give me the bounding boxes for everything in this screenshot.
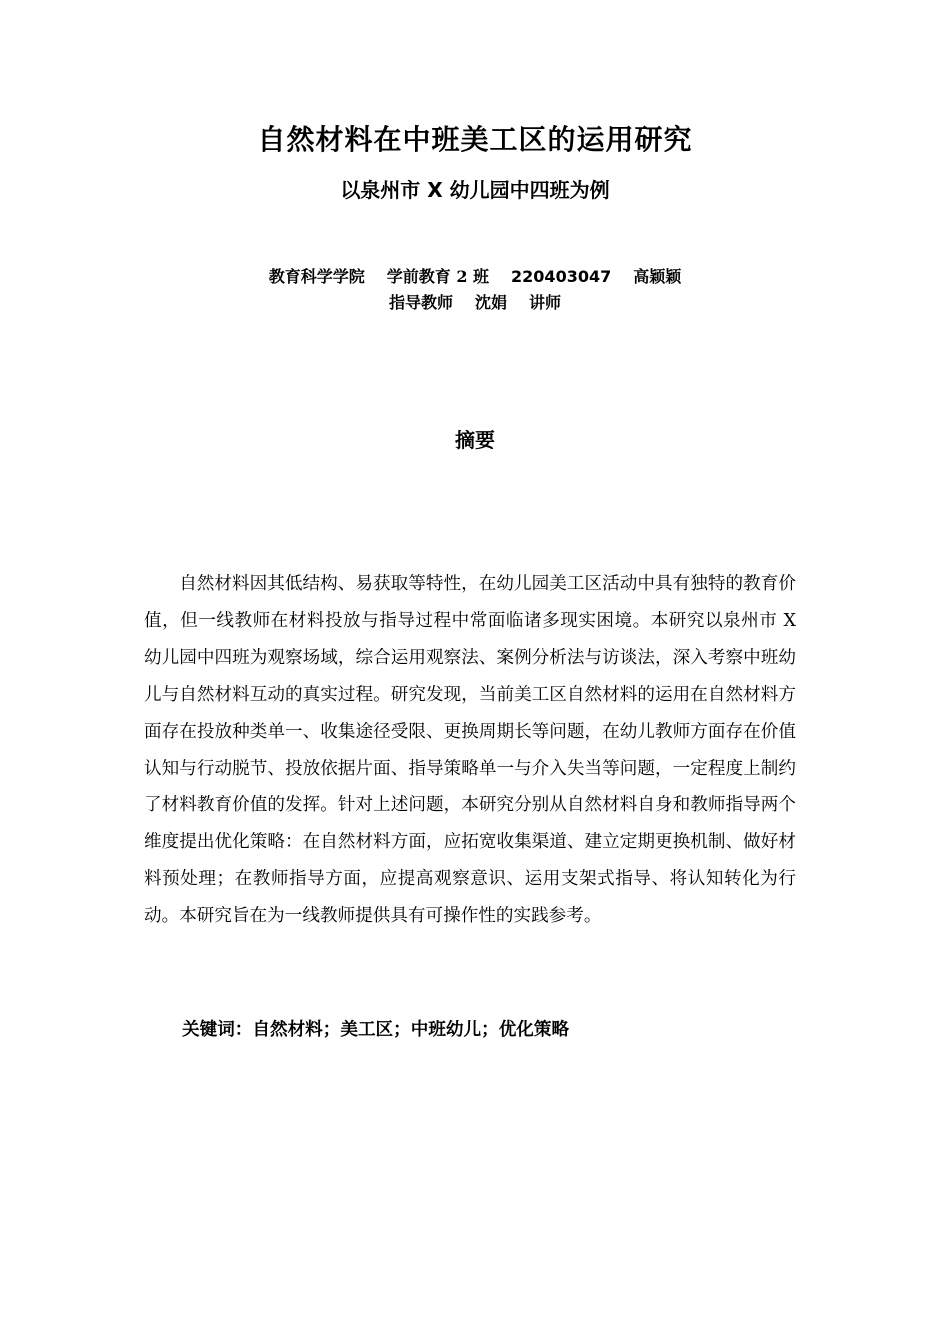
- college-name: 教育科学学院: [268, 267, 365, 286]
- paper-title: 自然材料在中班美工区的运用研究: [257, 123, 693, 156]
- abstract-paragraph: 自然材料因其低结构、易获取等特性，在幼儿园美工区活动中具有独特的教育价值，但一线教师在材料投放与指导过程中常面临诸多现实困境。本研究以泉州市 X 幼儿园中四班为观察场域，综合运用观察法、案例分析法与访谈法，深入考察中班幼儿与自然材料互动的真实过程。研究发现，当前美工区自然材料的运用在自然材料方面存在投放种类单一、收集途径受限、更换周期长等问题，在幼儿教师方面存在价值认知与行动脱节、投放依据片面、指导策略单一与介入失当等问题，一定程度上制约了材料教育价值的发挥。针对上述问题，本研究分别从自然材料自身和教师指导两个维度提出优化策略：在自然材料方面，应拓宽收集渠道、建立定期更换机制、做好材料预处理；在教师指导方面，应提高观察意识、运用支架式指导、将认知转化为行动。本研究旨在为一线教师提供具有可操作性的实践参考。: [144, 574, 796, 927]
- student-id: 220403047: [511, 267, 612, 286]
- author-info-line: [0, 264, 950, 290]
- advisor-role: 指导教师: [388, 293, 453, 312]
- paper-subtitle: 以泉州市 X 幼儿园中四班为例: [340, 178, 610, 202]
- keywords-line: 关键词：自然材料；美工区；中班幼儿；优化策略: [182, 1020, 570, 1040]
- class-name: 学前教育 2 班: [386, 267, 490, 286]
- advisor-info-line: [0, 290, 950, 316]
- author-name: 高颖颖: [633, 267, 682, 286]
- abstract-heading: 摘要: [455, 428, 495, 452]
- advisor-name: 沈娟: [474, 293, 507, 312]
- advisor-title: 讲师: [529, 293, 562, 312]
